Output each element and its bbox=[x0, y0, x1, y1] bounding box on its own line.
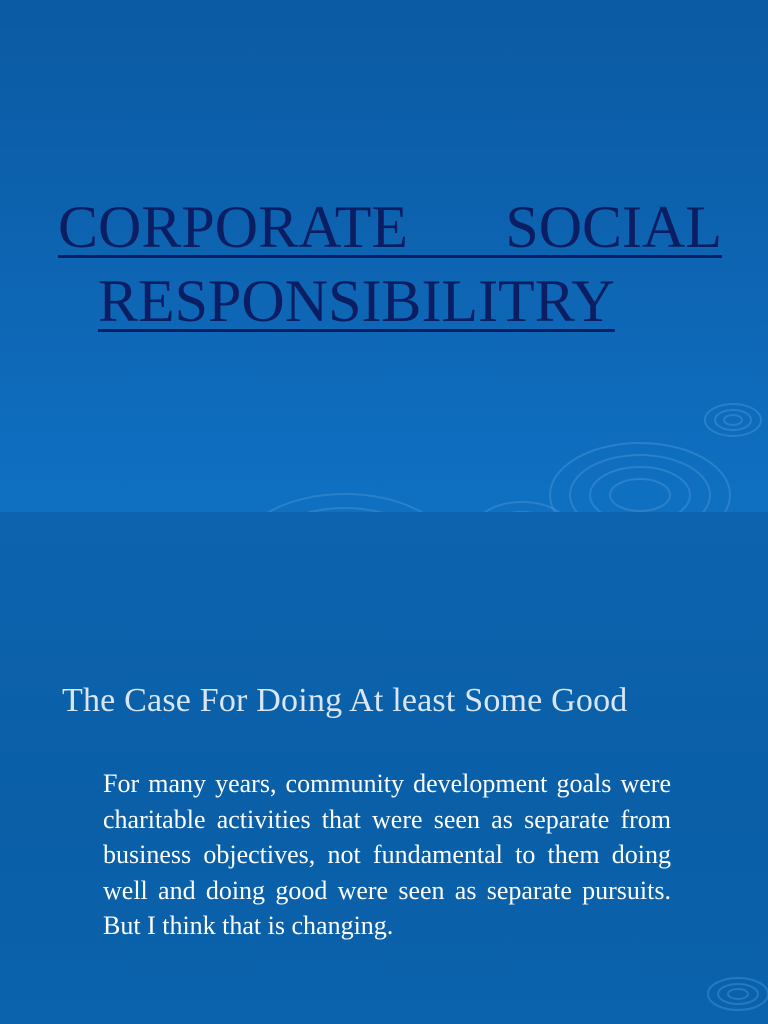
title-line-2: RESPONSIBILITRY bbox=[98, 268, 615, 334]
slide-heading: The Case For Doing At least Some Good bbox=[62, 682, 628, 719]
slide-title bbox=[58, 190, 728, 338]
title-line-1: CORPORATE SOCIAL bbox=[58, 194, 722, 260]
slide-2 bbox=[0, 512, 768, 1024]
body-paragraph: For many years, community development goals were charitable activities that were seen as separate from business objectives, not fundamental to them doing well and doing good were seen as separate pursuits. But I think that is changing. bbox=[103, 769, 671, 940]
